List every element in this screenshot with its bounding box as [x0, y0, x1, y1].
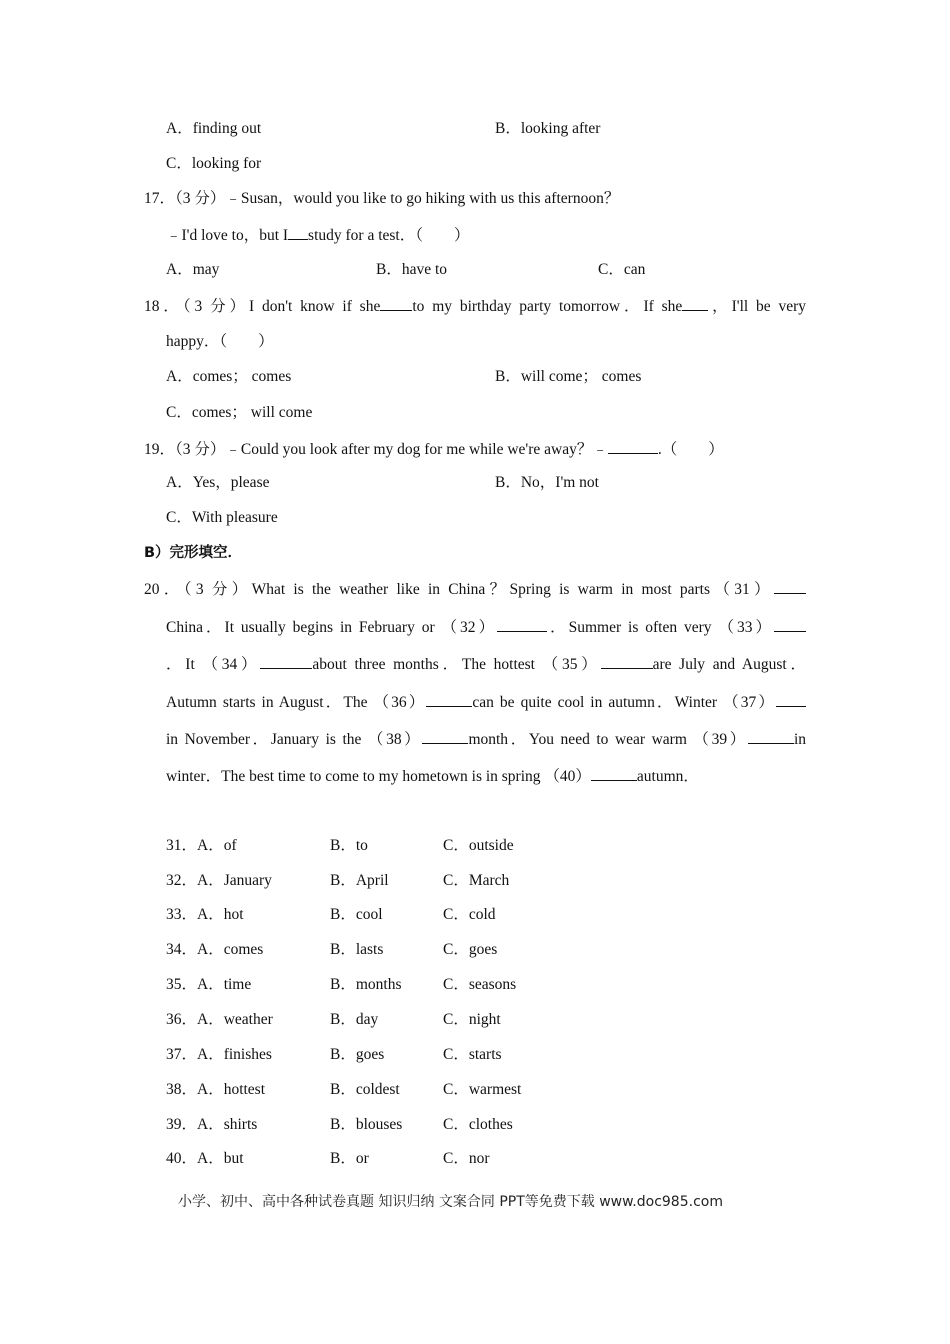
choice-37-b: B．goes — [330, 1046, 385, 1063]
q19-post: .（ ） — [657, 441, 724, 458]
choice-39-c: C．clothes — [443, 1116, 513, 1133]
choice-35-c: C．seasons — [443, 976, 517, 993]
q20-line-1 — [144, 578, 806, 600]
choice-31-a: 31．A．of — [166, 837, 237, 854]
q20-l1-text: 20．（3 分）What is the weather like in China？Spring is warm in most parts（31） — [144, 581, 774, 598]
blank-37 — [776, 691, 806, 707]
choice-39-a: 39．A．shirts — [166, 1116, 258, 1133]
choice-40-a: 40．A．but — [166, 1150, 244, 1167]
q17-stem: 17．（3 分）﹣Susan，would you like to go hiking with us this afternoon？ — [144, 190, 620, 207]
choice-39-b: B．blouses — [330, 1116, 403, 1133]
blank-35 — [601, 653, 653, 669]
choice-38-a: 38．A．hottest — [166, 1081, 266, 1098]
q19-blank — [608, 438, 658, 454]
q19-option-c: C．With pleasure — [166, 509, 278, 526]
q20-l4-text-b: can be quite cool in autumn．Winter （37） — [472, 694, 777, 711]
choice-38-c: C．warmest — [443, 1081, 522, 1098]
choice-33-b: B．cool — [330, 906, 383, 923]
q20-l3-text-a: ．It （34） — [166, 656, 261, 673]
choice-34-a: 34．A．comes — [166, 941, 264, 958]
q19-pre: 19．（3 分）﹣Could you look after my dog for me while we're away？﹣ — [144, 441, 608, 458]
q20-line-3 — [166, 653, 806, 675]
choice-34-b: B．lasts — [330, 941, 384, 958]
q20-l6-text-a: winter．The best time to come to my hometown is in spring （40） — [166, 768, 591, 785]
blank-36 — [426, 691, 472, 707]
blank-31 — [774, 578, 806, 594]
q20-l6-text-b: autumn． — [636, 768, 699, 785]
q20-l3-text-c: are July and August． — [652, 656, 806, 673]
q20-line-5 — [166, 728, 806, 750]
q16-option-c: C．looking for — [166, 155, 262, 172]
blank-32 — [497, 616, 547, 632]
choice-38-b: B．coldest — [330, 1081, 400, 1098]
q16-option-b: B．looking after — [495, 120, 601, 137]
q18-stem — [144, 295, 806, 317]
q18-post: ，I'll be very — [708, 298, 806, 315]
choice-37-c: C．starts — [443, 1046, 502, 1063]
choice-36-a: 36．A．weather — [166, 1011, 273, 1028]
q18-blank-2 — [682, 295, 708, 311]
blank-33 — [774, 616, 806, 632]
q17-line2 — [166, 224, 470, 246]
choice-35-b: B．months — [330, 976, 402, 993]
q20-line-4 — [166, 691, 806, 713]
q20-l5-text-c: in — [793, 731, 806, 748]
blank-38 — [422, 728, 468, 744]
choice-31-b: B．to — [330, 837, 368, 854]
choice-40-c: C．nor — [443, 1150, 490, 1167]
q18-option-c: C．comes； will come — [166, 404, 313, 421]
choice-34-c: C．goes — [443, 941, 498, 958]
q20-l4-text-a: Autumn starts in August．The （36） — [166, 694, 427, 711]
q19-option-b: B．No，I'm not — [495, 474, 599, 491]
q20-l3-text-b: about three months．The hottest （35） — [312, 656, 601, 673]
q17-option-a: A．may — [166, 261, 220, 278]
page-footer: 小学、初中、高中各种试卷真题 知识归纳 文案合同 PPT等免费下载 www.doc985.com — [178, 1194, 723, 1210]
q20-l2-text-a: China．It usually begins in February or （32） — [166, 619, 498, 636]
q17-blank — [288, 224, 308, 240]
choice-31-c: C．outside — [443, 837, 514, 854]
choice-35-a: 35．A．time — [166, 976, 252, 993]
q16-option-a: A．finding out — [166, 120, 262, 137]
choice-33-c: C．cold — [443, 906, 496, 923]
q20-l5-text-b: month．You need to wear warm （39） — [468, 731, 748, 748]
q18-option-b: B．will come； comes — [495, 368, 642, 385]
choice-36-b: B．day — [330, 1011, 379, 1028]
section-b-heading: B）完形填空． — [144, 545, 243, 561]
q18-blank-1 — [380, 295, 412, 311]
q18-option-a: A．comes； comes — [166, 368, 292, 385]
choice-36-c: C．night — [443, 1011, 501, 1028]
blank-39 — [748, 728, 794, 744]
choice-33-a: 33．A．hot — [166, 906, 244, 923]
q18-mid: to my birthday party tomorrow．If she — [412, 298, 683, 315]
q18-pre: 18．（3 分）I don't know if she — [144, 298, 381, 315]
choice-37-a: 37．A．finishes — [166, 1046, 272, 1063]
choice-40-b: B．or — [330, 1150, 369, 1167]
q17-option-c: C．can — [598, 261, 646, 278]
q18-line2: happy．（ ） — [166, 333, 274, 350]
q17-line2-post: study for a test．（ ） — [308, 227, 470, 244]
q19-option-a: A．Yes，please — [166, 474, 270, 491]
q17-line2-pre: ﹣I'd love to，but I — [166, 227, 289, 244]
blank-34 — [260, 653, 312, 669]
blank-40 — [591, 765, 637, 781]
q17-option-b: B．have to — [376, 261, 448, 278]
choice-32-a: 32．A．January — [166, 872, 272, 889]
choice-32-c: C．March — [443, 872, 510, 889]
choice-32-b: B．April — [330, 872, 389, 889]
q20-line-2 — [166, 616, 806, 638]
q20-line-6 — [166, 765, 699, 787]
q19-stem — [144, 438, 724, 460]
q20-l2-text-b: ．Summer is often very （33） — [547, 619, 774, 636]
q20-l5-text-a: in November．January is the （38） — [166, 731, 423, 748]
